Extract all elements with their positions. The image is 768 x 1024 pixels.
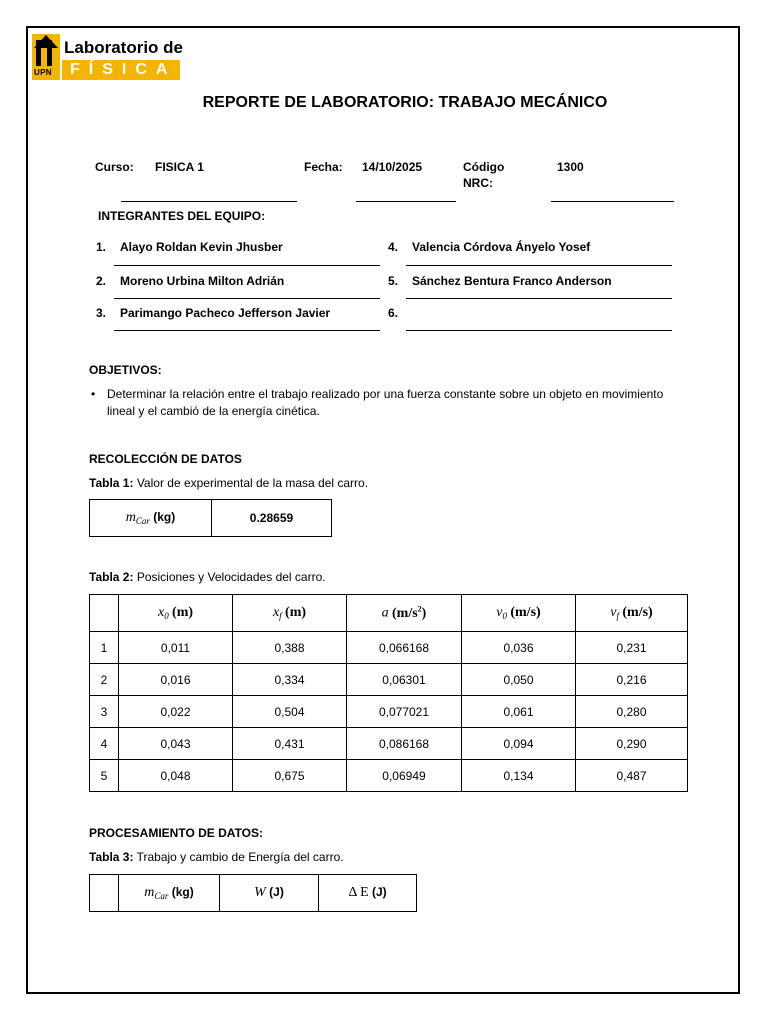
table3-header-mass bbox=[119, 875, 220, 912]
table1-mass-value: 0.28659 bbox=[212, 500, 332, 537]
table2-cell: 0,504 bbox=[233, 696, 347, 728]
logo-upn-text: UPN bbox=[34, 68, 52, 77]
logo-fisica: FÍSICA bbox=[70, 61, 177, 78]
header-unit: (m/s) bbox=[622, 605, 653, 620]
report-title: REPORTE DE LABORATORIO: TRABAJO MECÁNICO bbox=[202, 94, 608, 111]
member-name: Parimango Pacheco Jefferson Javier bbox=[120, 306, 331, 320]
mass-unit: (kg) bbox=[153, 510, 176, 524]
header-unit: (m) bbox=[285, 605, 307, 620]
table2-cell: 0,043 bbox=[119, 728, 233, 760]
member-number: 6. bbox=[388, 306, 399, 320]
bullet: • bbox=[91, 387, 96, 401]
objective-line: lineal y el cambió de la energía cinética. bbox=[107, 404, 320, 418]
table3-caption bbox=[89, 850, 344, 864]
table2-row-index: 4 bbox=[90, 728, 119, 760]
table2-cell: 0,050 bbox=[462, 664, 576, 696]
table2-header-x0 bbox=[119, 595, 233, 632]
table2-row bbox=[90, 696, 688, 728]
curso-label: Curso: bbox=[95, 160, 134, 174]
objective-line: Determinar la relación entre el trabajo realizado por una fuerza constante sobre un objeto en movimiento bbox=[107, 387, 664, 401]
team-heading: INTEGRANTES DEL EQUIPO: bbox=[98, 209, 266, 223]
energy-symbol: Δ E bbox=[348, 885, 369, 900]
fecha-underline bbox=[356, 201, 456, 202]
member-underline bbox=[406, 265, 672, 266]
table2-header-vf bbox=[576, 595, 688, 632]
table2-cell: 0,431 bbox=[233, 728, 347, 760]
table2-header-v0 bbox=[462, 595, 576, 632]
work-symbol: W bbox=[254, 885, 266, 900]
table2-cell: 0,216 bbox=[576, 664, 688, 696]
table3 bbox=[89, 874, 417, 912]
member-underline bbox=[114, 265, 380, 266]
table1-mass-header bbox=[90, 500, 212, 537]
header-unit: (m) bbox=[172, 605, 194, 620]
table2-row bbox=[90, 760, 688, 792]
table2-body bbox=[90, 632, 688, 792]
data-collection-heading: RECOLECCIÓN DE DATOS bbox=[89, 452, 242, 466]
table2-row-index: 5 bbox=[90, 760, 119, 792]
table2-header-row bbox=[90, 595, 688, 632]
table2-cell: 0,487 bbox=[576, 760, 688, 792]
table2-cell: 0,048 bbox=[119, 760, 233, 792]
table2-cell: 0,06949 bbox=[347, 760, 462, 792]
header-symbol: x bbox=[272, 605, 280, 620]
logo-laboratorio: Laboratorio de bbox=[64, 38, 184, 57]
table2-cell: 0,231 bbox=[576, 632, 688, 664]
table2-cell: 0,675 bbox=[233, 760, 347, 792]
mass-symbol: m bbox=[125, 510, 136, 525]
table3-caption-text: Trabajo y cambio de Energía del carro. bbox=[136, 850, 344, 864]
member-name: Alayo Roldan Kevin Jhusber bbox=[120, 240, 283, 254]
table2-header-a bbox=[347, 595, 462, 632]
table2-cell: 0,094 bbox=[462, 728, 576, 760]
mass-unit: (kg) bbox=[171, 885, 194, 899]
table3-header-energy bbox=[319, 875, 417, 912]
codigo-label: Código bbox=[463, 160, 505, 174]
table2-cell: 0,066168 bbox=[347, 632, 462, 664]
fecha-value: 14/10/2025 bbox=[362, 160, 423, 174]
member-underline bbox=[406, 330, 672, 331]
processing-heading: PROCESAMIENTO DE DATOS: bbox=[89, 826, 264, 840]
fecha-label: Fecha: bbox=[304, 160, 343, 174]
arrow-up-icon bbox=[32, 34, 60, 70]
curso-value: FISICA 1 bbox=[155, 160, 204, 174]
member-underline bbox=[114, 330, 380, 331]
member-underline bbox=[114, 298, 380, 299]
table2-cell: 0,290 bbox=[576, 728, 688, 760]
member-name: Moreno Urbina Milton Adrián bbox=[120, 274, 285, 288]
table1-caption-text: Valor de experimental de la masa del carro. bbox=[136, 476, 369, 490]
table2 bbox=[89, 594, 688, 792]
mass-symbol: m bbox=[144, 885, 155, 900]
table2-cell: 0,388 bbox=[233, 632, 347, 664]
table2-row-index: 3 bbox=[90, 696, 119, 728]
header-unit-end: ) bbox=[421, 605, 427, 621]
table2-cell: 0,011 bbox=[119, 632, 233, 664]
header-subscript: 0 bbox=[502, 611, 508, 621]
table1-caption bbox=[89, 476, 368, 490]
table3-label: Tabla 3: bbox=[89, 850, 134, 864]
table2-row-index: 1 bbox=[90, 632, 119, 664]
table2-cell: 0,280 bbox=[576, 696, 688, 728]
table2-cell: 0,06301 bbox=[347, 664, 462, 696]
header-subscript: 0 bbox=[164, 611, 169, 621]
nrc-label: NRC: bbox=[463, 176, 493, 190]
table2-cell: 0,134 bbox=[462, 760, 576, 792]
table2-header-xf bbox=[233, 595, 347, 632]
table2-header-index bbox=[90, 595, 119, 632]
header-symbol: a bbox=[381, 605, 389, 621]
table2-caption bbox=[89, 570, 326, 584]
table2-cell: 0,334 bbox=[233, 664, 347, 696]
table2-cell: 0,086168 bbox=[347, 728, 462, 760]
member-number: 2. bbox=[96, 274, 107, 288]
codigo-value: 1300 bbox=[557, 160, 584, 174]
header-unit-text: (m/s bbox=[392, 605, 418, 621]
member-number: 1. bbox=[96, 240, 107, 254]
energy-unit: (J) bbox=[371, 885, 387, 899]
objectives-heading: OBJETIVOS: bbox=[89, 363, 162, 377]
header-symbol: v bbox=[610, 605, 617, 620]
header-unit-sup: 2 bbox=[417, 604, 422, 614]
member-number: 3. bbox=[96, 306, 107, 320]
member-name: Sánchez Bentura Franco Anderson bbox=[412, 274, 612, 288]
table3-header-work bbox=[220, 875, 319, 912]
table2-cell: 0,022 bbox=[119, 696, 233, 728]
table2-cell: 0,061 bbox=[462, 696, 576, 728]
table2-cell: 0,077021 bbox=[347, 696, 462, 728]
member-name: Valencia Córdova Ányelo Yosef bbox=[412, 240, 591, 254]
table2-row-index: 2 bbox=[90, 664, 119, 696]
header-symbol: v bbox=[496, 605, 503, 620]
table2-cell: 0,036 bbox=[462, 632, 576, 664]
curso-underline bbox=[121, 201, 297, 202]
header-unit bbox=[392, 606, 426, 621]
work-unit: (J) bbox=[269, 885, 284, 899]
table2-caption-text: Posiciones y Velocidades del carro. bbox=[136, 570, 326, 584]
mass-subscript: Car bbox=[135, 516, 150, 526]
table2-cell: 0,016 bbox=[119, 664, 233, 696]
table2-row bbox=[90, 632, 688, 664]
table2-row bbox=[90, 728, 688, 760]
table1-label: Tabla 1: bbox=[89, 476, 134, 490]
member-number: 5. bbox=[388, 274, 399, 288]
member-number: 4. bbox=[388, 240, 399, 254]
header-subscript: f bbox=[279, 611, 282, 621]
table2-label: Tabla 2: bbox=[89, 570, 134, 584]
header-subscript: f bbox=[616, 611, 620, 621]
member-underline bbox=[406, 298, 672, 299]
header-unit: (m/s) bbox=[510, 605, 541, 620]
table3-header-index bbox=[90, 875, 119, 912]
codigo-underline bbox=[551, 201, 674, 202]
mass-subscript: Car bbox=[154, 891, 169, 901]
table1 bbox=[89, 499, 332, 537]
header-symbol: x bbox=[157, 605, 165, 620]
table2-row bbox=[90, 664, 688, 696]
